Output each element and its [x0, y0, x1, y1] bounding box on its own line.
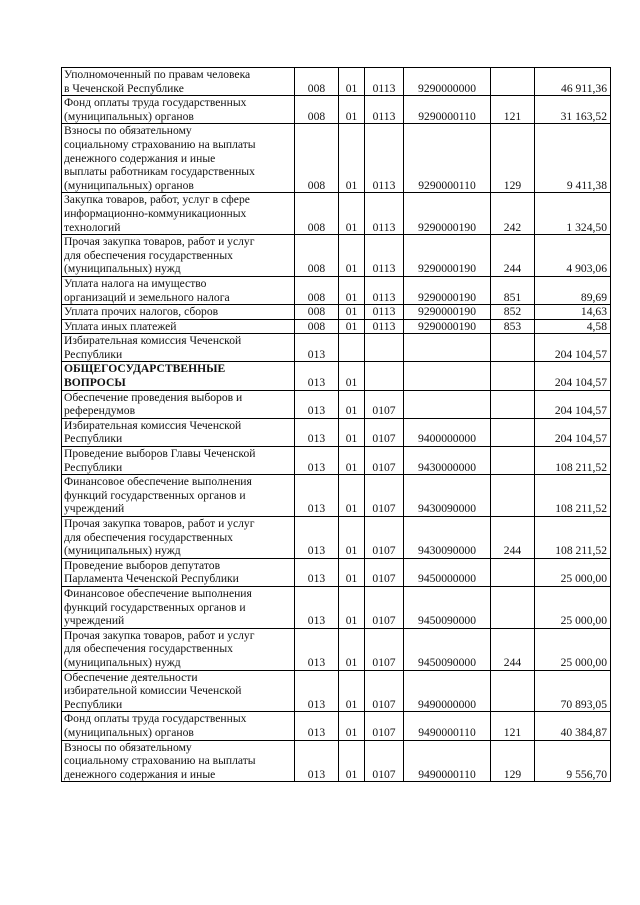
table-row	[62, 447, 611, 475]
cell-name-line: Избирательная комиссия Чеченской	[64, 334, 242, 348]
cell-podrazdel: 0107	[365, 475, 404, 517]
cell-podrazdel: 0113	[365, 276, 404, 304]
table-row	[62, 586, 611, 628]
cell-razdel	[339, 334, 365, 362]
cell-name-line: Обеспечение проведения выборов и	[64, 390, 243, 404]
cell-razdel: 01	[339, 418, 365, 446]
cell-target-article	[404, 362, 491, 390]
cell-name	[62, 475, 295, 517]
cell-name-line: Проведение выборов депутатов	[64, 558, 221, 572]
cell-podrazdel: 0107	[365, 418, 404, 446]
cell-expense-type	[491, 418, 535, 446]
cell-vedomstvo: 008	[295, 193, 339, 235]
cell-vedomstvo: 013	[295, 670, 339, 712]
cell-name	[62, 96, 295, 124]
cell-vedomstvo: 008	[295, 276, 339, 304]
cell-name	[62, 628, 295, 670]
cell-razdel: 01	[339, 628, 365, 670]
cell-name-line: референдумов	[64, 404, 136, 418]
cell-podrazdel: 0107	[365, 447, 404, 475]
cell-name	[62, 235, 295, 277]
cell-name-line: денежного содержания и иные	[64, 767, 216, 781]
cell-name-line: Уплата иных платежей	[64, 319, 177, 333]
cell-name-line: (муниципальных) органов	[64, 109, 194, 123]
cell-amount: 89,69	[535, 276, 611, 304]
cell-name-line: Республики	[64, 697, 123, 711]
table-row	[62, 235, 611, 277]
cell-name-line: избирательной комиссии Чеченской	[64, 684, 242, 698]
table-row	[62, 334, 611, 362]
cell-razdel: 01	[339, 193, 365, 235]
cell-vedomstvo: 013	[295, 586, 339, 628]
cell-name-line: Республики	[64, 347, 123, 361]
cell-amount: 4,58	[535, 319, 611, 334]
cell-name-line: функций государственных органов и	[64, 488, 246, 502]
cell-name-line: Избирательная комиссия Чеченской	[64, 418, 242, 432]
cell-name-line: технологий	[64, 220, 121, 234]
cell-amount: 108 211,52	[535, 447, 611, 475]
cell-amount: 204 104,57	[535, 362, 611, 390]
cell-target-article: 9430000000	[404, 447, 491, 475]
cell-vedomstvo: 013	[295, 517, 339, 559]
table-row	[62, 305, 611, 320]
cell-vedomstvo: 008	[295, 68, 339, 96]
cell-name	[62, 334, 295, 362]
cell-name-line: Прочая закупка товаров, работ и услуг	[64, 628, 255, 642]
cell-razdel: 01	[339, 276, 365, 304]
cell-amount: 46 911,36	[535, 68, 611, 96]
cell-name-line: для обеспечения государственных	[64, 530, 233, 544]
cell-podrazdel: 0113	[365, 235, 404, 277]
cell-name-line: Закупка товаров, работ, услуг в сфере	[64, 193, 250, 207]
cell-target-article: 9290000190	[404, 235, 491, 277]
cell-podrazdel: 0107	[365, 712, 404, 740]
cell-name-line: (муниципальных) органов	[64, 725, 194, 739]
cell-name-line: выплаты работникам государственных	[64, 165, 255, 179]
cell-amount: 108 211,52	[535, 475, 611, 517]
cell-razdel: 01	[339, 447, 365, 475]
table-row	[62, 276, 611, 304]
table-row	[62, 362, 611, 390]
cell-name-line: социальному страхованию на выплаты	[64, 137, 256, 151]
cell-expense-type	[491, 68, 535, 96]
cell-razdel: 01	[339, 96, 365, 124]
table-row	[62, 712, 611, 740]
cell-target-article: 9450090000	[404, 628, 491, 670]
budget-table-body	[62, 68, 611, 782]
cell-razdel: 01	[339, 558, 365, 586]
cell-podrazdel: 0107	[365, 558, 404, 586]
table-row	[62, 124, 611, 193]
cell-podrazdel: 0107	[365, 586, 404, 628]
cell-name	[62, 68, 295, 96]
cell-razdel: 01	[339, 475, 365, 517]
cell-name	[62, 276, 295, 304]
cell-vedomstvo: 008	[295, 124, 339, 193]
cell-target-article: 9450090000	[404, 586, 491, 628]
cell-name	[62, 319, 295, 334]
cell-expense-type: 121	[491, 712, 535, 740]
cell-target-article: 9290000110	[404, 124, 491, 193]
cell-name	[62, 670, 295, 712]
cell-expense-type: 121	[491, 96, 535, 124]
table-row	[62, 517, 611, 559]
cell-vedomstvo: 008	[295, 96, 339, 124]
cell-name-line: для обеспечения государственных	[64, 642, 233, 656]
cell-vedomstvo: 008	[295, 235, 339, 277]
cell-name	[62, 124, 295, 193]
cell-name-line: Уполномоченный по правам человека	[64, 68, 251, 81]
cell-name-line: информационно-коммуникационных	[64, 206, 247, 220]
cell-expense-type	[491, 670, 535, 712]
cell-podrazdel: 0113	[365, 193, 404, 235]
cell-vedomstvo: 013	[295, 628, 339, 670]
cell-podrazdel	[365, 362, 404, 390]
cell-name-line: организаций и земельного налога	[64, 290, 230, 304]
cell-target-article: 9290000110	[404, 96, 491, 124]
cell-expense-type: 244	[491, 517, 535, 559]
cell-expense-type: 244	[491, 235, 535, 277]
cell-amount: 4 903,06	[535, 235, 611, 277]
cell-razdel: 01	[339, 670, 365, 712]
cell-podrazdel: 0107	[365, 517, 404, 559]
cell-target-article: 9290000000	[404, 68, 491, 96]
cell-podrazdel: 0107	[365, 628, 404, 670]
cell-expense-type: 851	[491, 276, 535, 304]
cell-razdel: 01	[339, 68, 365, 96]
cell-amount: 25 000,00	[535, 558, 611, 586]
cell-podrazdel: 0113	[365, 124, 404, 193]
cell-name-line: Фонд оплаты труда государственных	[64, 712, 247, 726]
cell-expense-type: 852	[491, 305, 535, 320]
table-row	[62, 68, 611, 96]
cell-amount: 9 556,70	[535, 740, 611, 782]
cell-target-article	[404, 334, 491, 362]
cell-podrazdel	[365, 334, 404, 362]
cell-target-article: 9450000000	[404, 558, 491, 586]
cell-name	[62, 193, 295, 235]
cell-razdel: 01	[339, 390, 365, 418]
cell-name-line: Уплата налога на имущество	[64, 276, 207, 290]
cell-vedomstvo: 013	[295, 740, 339, 782]
cell-razdel: 01	[339, 124, 365, 193]
cell-amount: 14,63	[535, 305, 611, 320]
cell-name	[62, 558, 295, 586]
cell-expense-type: 129	[491, 740, 535, 782]
cell-amount: 9 411,38	[535, 124, 611, 193]
cell-target-article: 9290000190	[404, 305, 491, 320]
cell-amount: 40 384,87	[535, 712, 611, 740]
table-row	[62, 740, 611, 782]
cell-name-line: в Чеченской Республике	[64, 81, 184, 95]
cell-amount: 204 104,57	[535, 334, 611, 362]
table-row	[62, 418, 611, 446]
cell-name-line: (муниципальных) нужд	[64, 544, 181, 558]
cell-target-article: 9490000110	[404, 712, 491, 740]
cell-razdel: 01	[339, 712, 365, 740]
cell-expense-type	[491, 586, 535, 628]
cell-name-line: учреждений	[64, 614, 125, 628]
cell-podrazdel: 0113	[365, 96, 404, 124]
cell-expense-type	[491, 390, 535, 418]
budget-table	[61, 67, 611, 782]
cell-name-line: Финансовое обеспечение выполнения	[64, 475, 252, 489]
cell-target-article: 9430090000	[404, 475, 491, 517]
cell-name	[62, 447, 295, 475]
cell-expense-type: 244	[491, 628, 535, 670]
cell-expense-type	[491, 475, 535, 517]
cell-name-line: денежного содержания и иные	[64, 151, 216, 165]
cell-vedomstvo: 013	[295, 418, 339, 446]
table-row	[62, 96, 611, 124]
cell-vedomstvo: 008	[295, 319, 339, 334]
cell-razdel: 01	[339, 305, 365, 320]
cell-podrazdel: 0113	[365, 319, 404, 334]
table-row	[62, 670, 611, 712]
cell-amount: 25 000,00	[535, 628, 611, 670]
cell-target-article: 9490000110	[404, 740, 491, 782]
cell-name	[62, 390, 295, 418]
cell-amount: 204 104,57	[535, 390, 611, 418]
cell-expense-type	[491, 362, 535, 390]
cell-name-line: функций государственных органов и	[64, 600, 246, 614]
cell-expense-type	[491, 447, 535, 475]
cell-name-line: (муниципальных) нужд	[64, 655, 181, 669]
cell-podrazdel: 0107	[365, 390, 404, 418]
cell-name	[62, 740, 295, 782]
cell-podrazdel: 0107	[365, 670, 404, 712]
cell-vedomstvo: 013	[295, 475, 339, 517]
cell-target-article: 9490000000	[404, 670, 491, 712]
cell-name-line: Финансовое обеспечение выполнения	[64, 586, 252, 600]
cell-name-line: Прочая закупка товаров, работ и услуг	[64, 517, 255, 530]
cell-podrazdel: 0113	[365, 68, 404, 96]
cell-target-article: 9400000000	[404, 418, 491, 446]
cell-name-line: Взносы по обязательному	[64, 740, 192, 754]
cell-target-article	[404, 390, 491, 418]
cell-vedomstvo: 013	[295, 334, 339, 362]
table-row	[62, 558, 611, 586]
cell-razdel: 01	[339, 586, 365, 628]
cell-podrazdel: 0107	[365, 740, 404, 782]
cell-name-line: ВОПРОСЫ	[64, 376, 126, 390]
cell-amount: 25 000,00	[535, 586, 611, 628]
cell-name-line: для обеспечения государственных	[64, 248, 233, 262]
cell-amount: 204 104,57	[535, 418, 611, 446]
cell-amount: 31 163,52	[535, 96, 611, 124]
table-row	[62, 390, 611, 418]
cell-name	[62, 712, 295, 740]
cell-name-line: Уплата прочих налогов, сборов	[64, 305, 219, 319]
cell-vedomstvo: 013	[295, 558, 339, 586]
cell-expense-type: 853	[491, 319, 535, 334]
cell-name-line: Республики	[64, 460, 123, 474]
cell-name	[62, 418, 295, 446]
cell-vedomstvo: 013	[295, 362, 339, 390]
cell-name-line: Проведение выборов Главы Чеченской	[64, 447, 256, 461]
cell-name-line: ОБЩЕГОСУДАРСТВЕННЫЕ	[64, 362, 226, 376]
cell-razdel: 01	[339, 319, 365, 334]
cell-expense-type: 129	[491, 124, 535, 193]
cell-name-line: учреждений	[64, 502, 125, 516]
cell-razdel: 01	[339, 362, 365, 390]
cell-name-line: (муниципальных) нужд	[64, 262, 181, 276]
cell-name-line: (муниципальных) органов	[64, 178, 194, 192]
cell-name	[62, 586, 295, 628]
cell-expense-type	[491, 558, 535, 586]
cell-name-line: Взносы по обязательному	[64, 124, 192, 138]
cell-razdel: 01	[339, 517, 365, 559]
table-row	[62, 193, 611, 235]
cell-razdel: 01	[339, 235, 365, 277]
cell-vedomstvo: 013	[295, 712, 339, 740]
cell-name	[62, 517, 295, 559]
cell-vedomstvo: 008	[295, 305, 339, 320]
cell-vedomstvo: 013	[295, 447, 339, 475]
cell-name-line: Фонд оплаты труда государственных	[64, 96, 247, 110]
cell-name-line: Республики	[64, 432, 123, 446]
cell-name-line: Парламента Чеченской Республики	[64, 572, 239, 586]
table-row	[62, 475, 611, 517]
cell-razdel: 01	[339, 740, 365, 782]
cell-name-line: Обеспечение деятельности	[64, 670, 198, 684]
cell-target-article: 9430090000	[404, 517, 491, 559]
cell-name-line: социальному страхованию на выплаты	[64, 754, 256, 768]
table-row	[62, 319, 611, 334]
cell-target-article: 9290000190	[404, 319, 491, 334]
cell-amount: 70 893,05	[535, 670, 611, 712]
cell-amount: 108 211,52	[535, 517, 611, 559]
cell-podrazdel: 0113	[365, 305, 404, 320]
cell-amount: 1 324,50	[535, 193, 611, 235]
cell-name	[62, 305, 295, 320]
cell-expense-type: 242	[491, 193, 535, 235]
cell-target-article: 9290000190	[404, 276, 491, 304]
table-row	[62, 628, 611, 670]
cell-expense-type	[491, 334, 535, 362]
cell-vedomstvo: 013	[295, 390, 339, 418]
cell-name	[62, 362, 295, 390]
cell-name-line: Прочая закупка товаров, работ и услуг	[64, 235, 255, 249]
cell-target-article: 9290000190	[404, 193, 491, 235]
